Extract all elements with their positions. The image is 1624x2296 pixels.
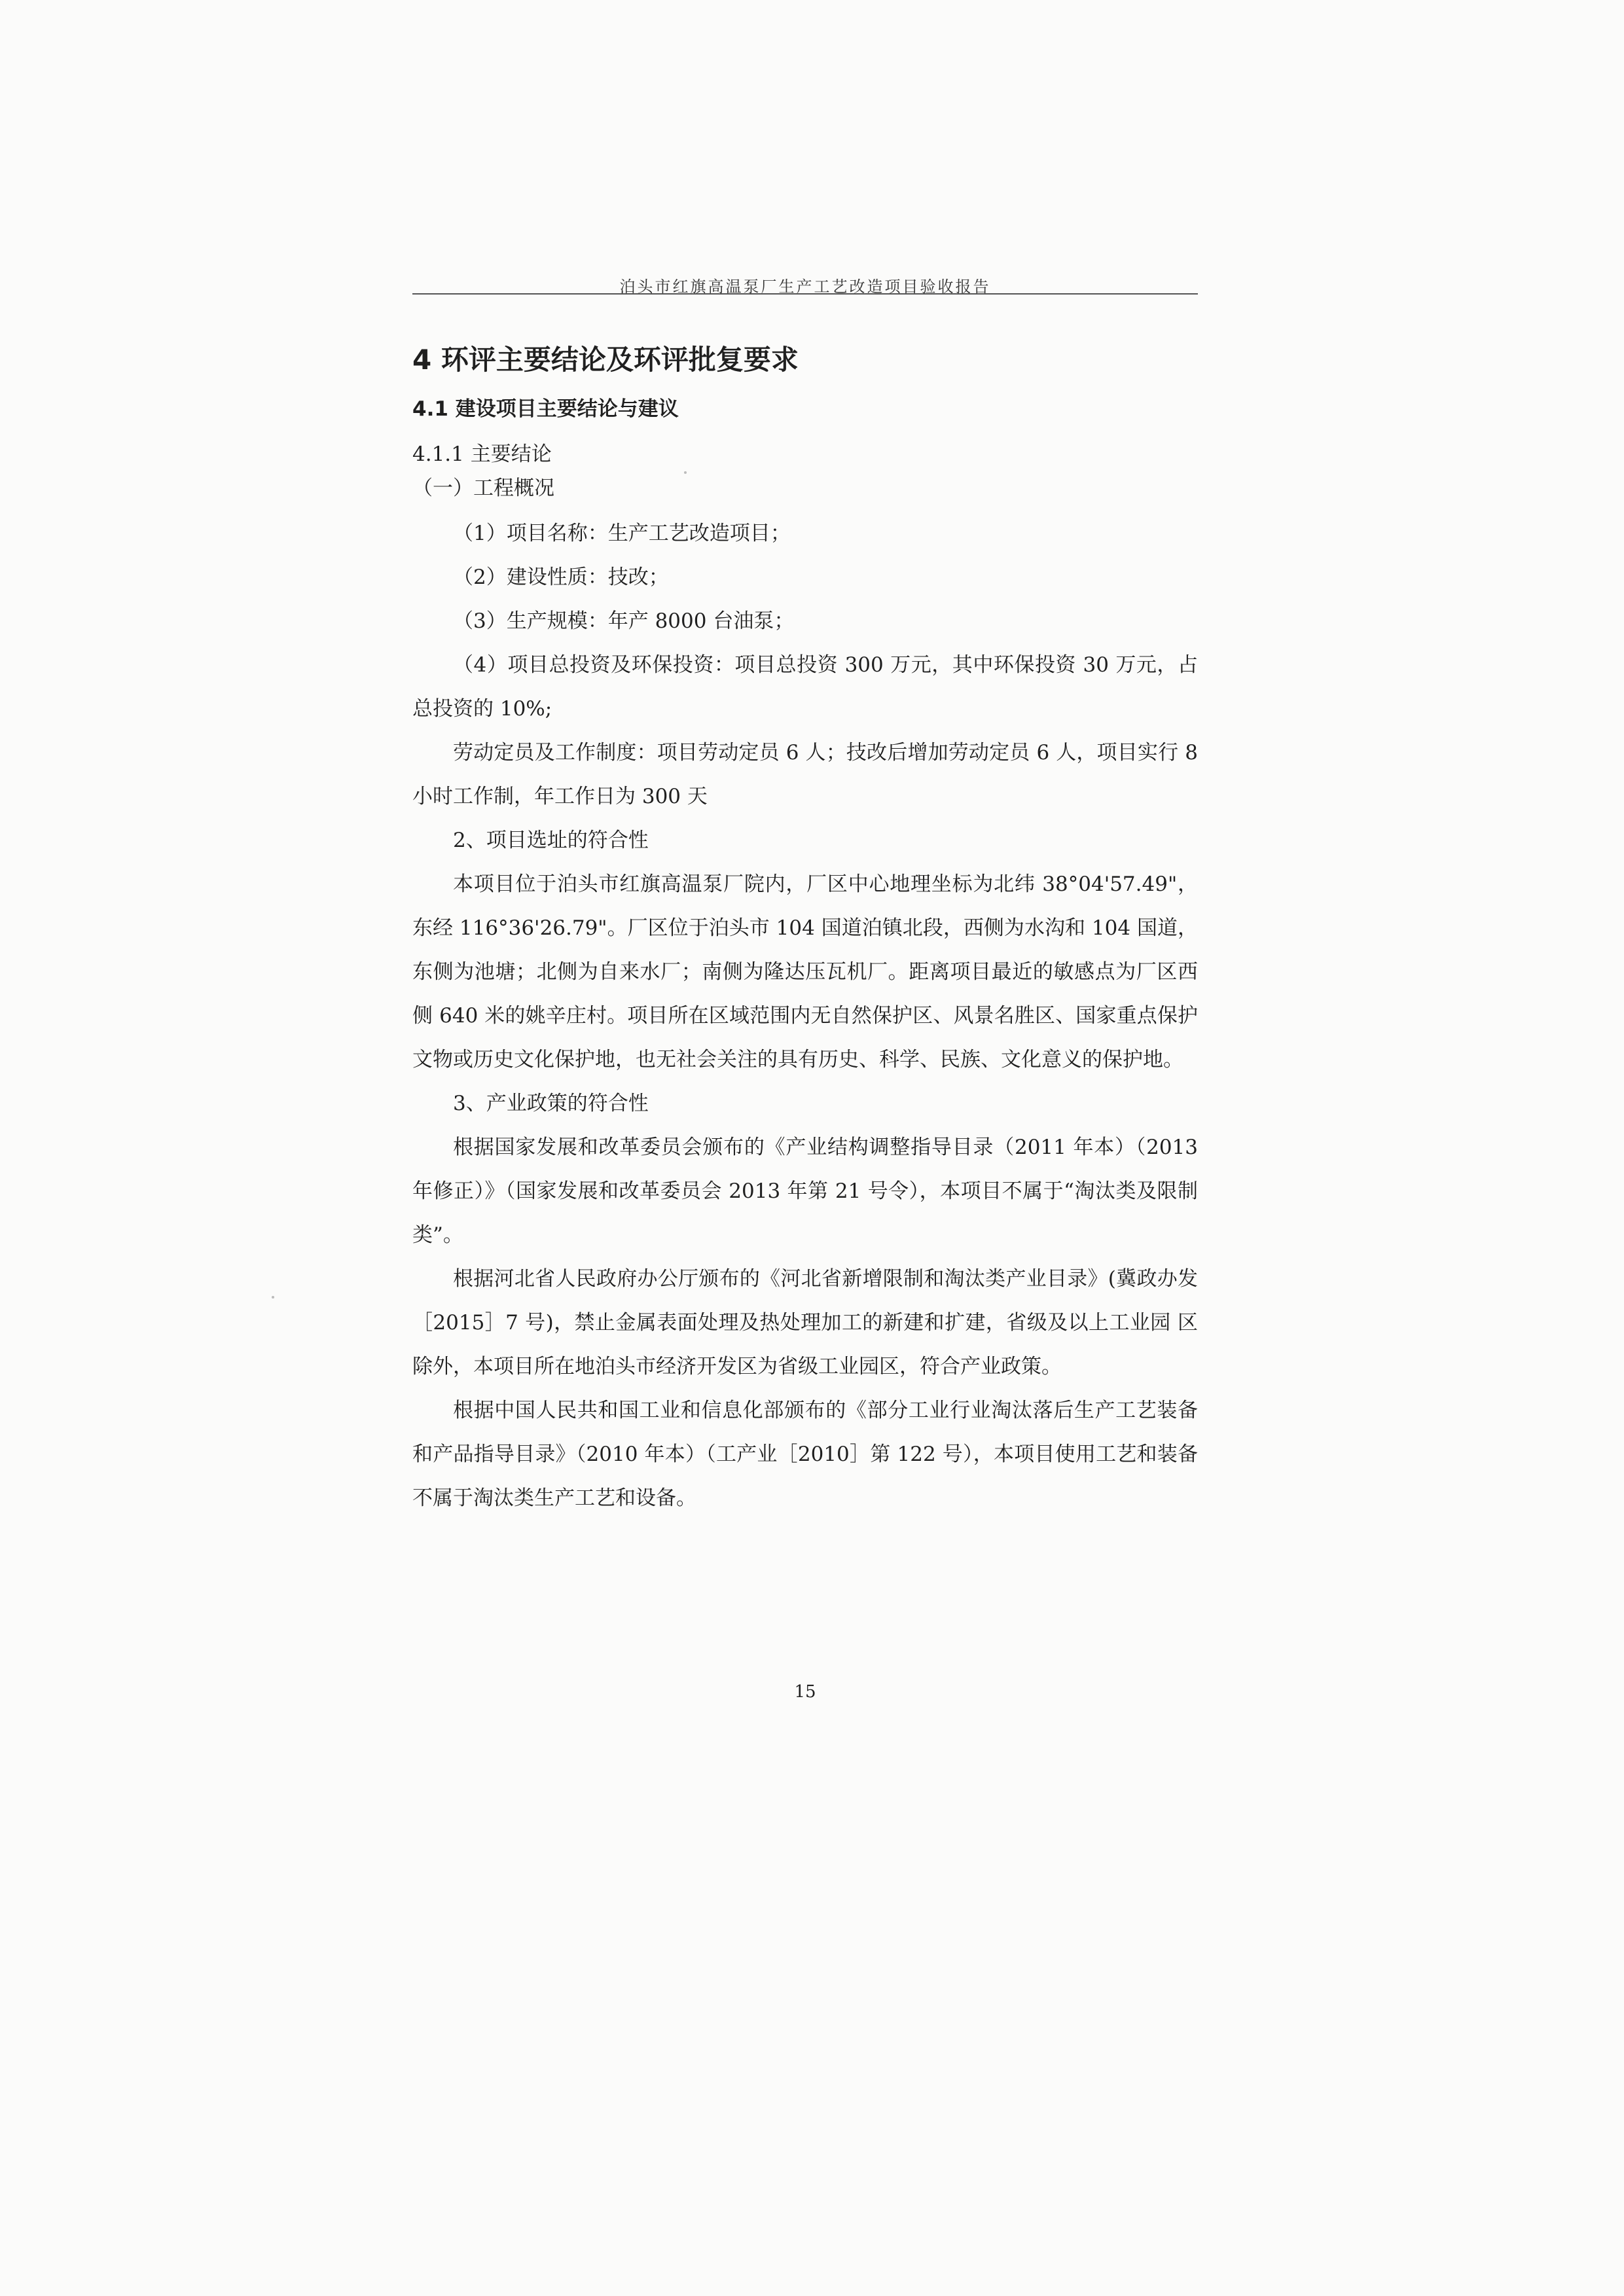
heading-site-compliance: 2、项目选址的符合性 [453, 829, 649, 852]
scan-speck [272, 1296, 274, 1299]
chapter-title: 4 环评主要结论及环评批复要求 [412, 344, 799, 376]
paragraph-staffing: 劳动定员及工作制度：项目劳动定员 6 人；技改后增加劳动定员 6 人，项目实行 8 小时工作制，年工作日为 300 天 [412, 741, 1198, 808]
paragraph-investment: （4）项目总投资及环保投资：项目总投资 300 万元，其中环保投资 30 万元，占总投资的 10%; [412, 653, 1198, 721]
paragraph-provincial-policy: 根据河北省人民政府办公厅颁布的《河北省新增限制和淘汰类产业目录》(冀政办发［2015］7 号)，禁止金属表面处理及热处理加工的新建和扩建，省级及以上工业园 区除外，本项目所在地泊头市经济开发区为省级工业园区，符合产业政策。 [412, 1267, 1198, 1378]
heading-policy-compliance: 3、产业政策的符合性 [453, 1092, 649, 1115]
list-item: （1）项目名称：生产工艺改造项目； [453, 522, 791, 545]
paragraph-national-policy: 根据国家发展和改革委员会颁布的《产业结构调整指导目录（2011 年本）（2013 年修正）》（国家发展和改革委员会 2013 年第 21 号令），本项目不属于“淘汰类及限制类”。 [412, 1136, 1198, 1247]
section-title: 4.1 建设项目主要结论与建议 [412, 397, 679, 421]
part-title: （一）工程概况 [412, 476, 554, 500]
paragraph-industry-catalog: 根据中国人民共和国工业和信息化部颁布的《部分工业行业淘汰落后生产工艺装备和产品指导目录》（2010 年本）（工产业［2010］第 122 号），本项目使用工艺和装备不属于淘汰类生产工艺和设备。 [412, 1399, 1198, 1510]
list-item: （3）生产规模：年产 8000 台油泵； [453, 609, 795, 633]
header-rule [412, 293, 1198, 295]
subsection-title: 4.1.1 主要结论 [412, 442, 552, 466]
page-number: 15 [794, 1682, 816, 1702]
running-header: 泊头市红旗高温泵厂生产工艺改造项目验收报告 [619, 278, 991, 296]
scan-speck [684, 471, 687, 474]
list-item: （2）建设性质：技改； [453, 565, 669, 589]
page-body [412, 340, 1198, 1520]
paragraph-site-location: 本项目位于泊头市红旗高温泵厂院内，厂区中心地理坐标为北纬 38°04'57.49"，东经 116°36'26.79"。厂区位于泊头市 104 国道泊镇北段，西侧为水沟和 104 国道，东侧为池塘；北侧为自来水厂；南侧为隆达压瓦机厂。距离项目最近的敏感点为厂区西侧 640 米的姚辛庄村。项目所在区域范围内无自然保护区、风景名胜区、国家重点保护文物或历史文化保护地，也无社会关注的具有历史、科学、民族、文化意义的保护地。 [412, 872, 1198, 1071]
